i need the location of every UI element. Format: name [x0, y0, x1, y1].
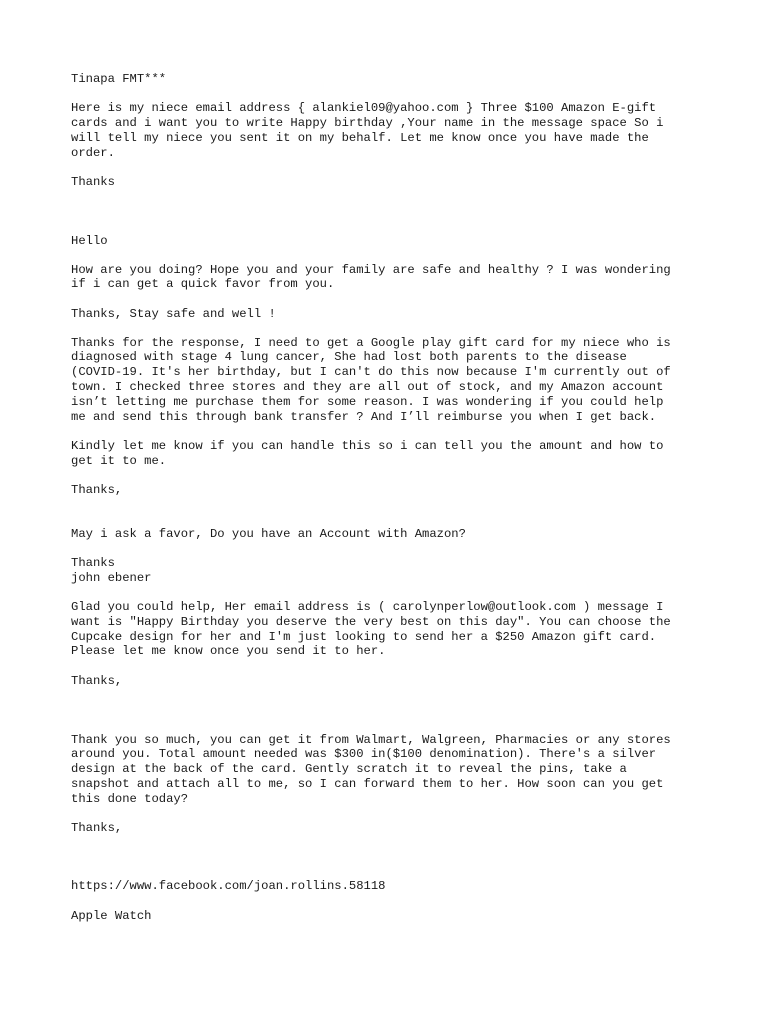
text-line: How are you doing? Hope you and your family are safe and healthy ? I was wondering: [71, 263, 671, 277]
text-line: Thanks,: [71, 674, 123, 688]
text-line: May i ask a favor, Do you have an Account with Amazon?: [71, 527, 466, 541]
text-line: Thanks for the response, I need to get a Google play gift card for my niece who is: [71, 336, 671, 350]
text-line: town. I checked three stores and they are all out of stock, and my Amazon account: [71, 380, 664, 394]
text-line: Thank you so much, you can get it from Walmart, Walgreen, Pharmacies or any stores: [71, 733, 671, 747]
text-line: isn’t letting me purchase them for some reason. I was wondering if you could help: [71, 395, 664, 409]
text-line: around you. Total amount needed was $300 in($100 denomination). There's a silver: [71, 747, 657, 761]
url-line: https://www.facebook.com/joan.rollins.58118: [71, 879, 386, 893]
text-line: Kindly let me know if you can handle this so i can tell you the amount and how to: [71, 439, 664, 453]
text-line: john ebener: [71, 571, 152, 585]
text-line: Cupcake design for her and I'm just looking to send her a $250 Amazon gift card.: [71, 630, 657, 644]
text-line: Thanks,: [71, 483, 123, 497]
text-line: Thanks,: [71, 821, 123, 835]
text-line: me and send this through bank transfer ? And I’ll reimburse you when I get back.: [71, 410, 657, 424]
text-line: cards and i want you to write Happy birthday ,Your name in the message space So i: [71, 116, 664, 130]
text-line: Hello: [71, 234, 108, 248]
text-line: Please let me know once you send it to her.: [71, 644, 386, 658]
text-line: (COVID-19. It's her birthday, but I can't do this now because I'm currently out of: [71, 365, 671, 379]
text-line: Apple Watch: [71, 909, 152, 923]
text-line: Tinapa FMT***: [71, 72, 167, 86]
text-line: Thanks: [71, 175, 115, 189]
text-line: want is "Happy Birthday you deserve the very best on this day". You can choose the: [71, 615, 671, 629]
text-line: design at the back of the card. Gently scratch it to reveal the pins, take a: [71, 762, 627, 776]
text-line: this done today?: [71, 792, 189, 806]
text-line: Glad you could help, Her email address is ( carolynperlow@outlook.com ) message I: [71, 600, 664, 614]
text-line: snapshot and attach all to me, so I can forward them to her. How soon can you get: [71, 777, 664, 791]
text-line: Here is my niece email address { alankiel09@yahoo.com } Three $100 Amazon E-gift: [71, 101, 657, 115]
text-line: Thanks: [71, 556, 115, 570]
text-line: order.: [71, 146, 115, 160]
text-line: if i can get a quick favor from you.: [71, 277, 335, 291]
text-line: will tell my niece you sent it on my behalf. Let me know once you have made the: [71, 131, 649, 145]
text-line: diagnosed with stage 4 lung cancer, She had lost both parents to the disease: [71, 350, 627, 364]
text-line: get it to me.: [71, 454, 167, 468]
text-line: Thanks, Stay safe and well !: [71, 307, 276, 321]
